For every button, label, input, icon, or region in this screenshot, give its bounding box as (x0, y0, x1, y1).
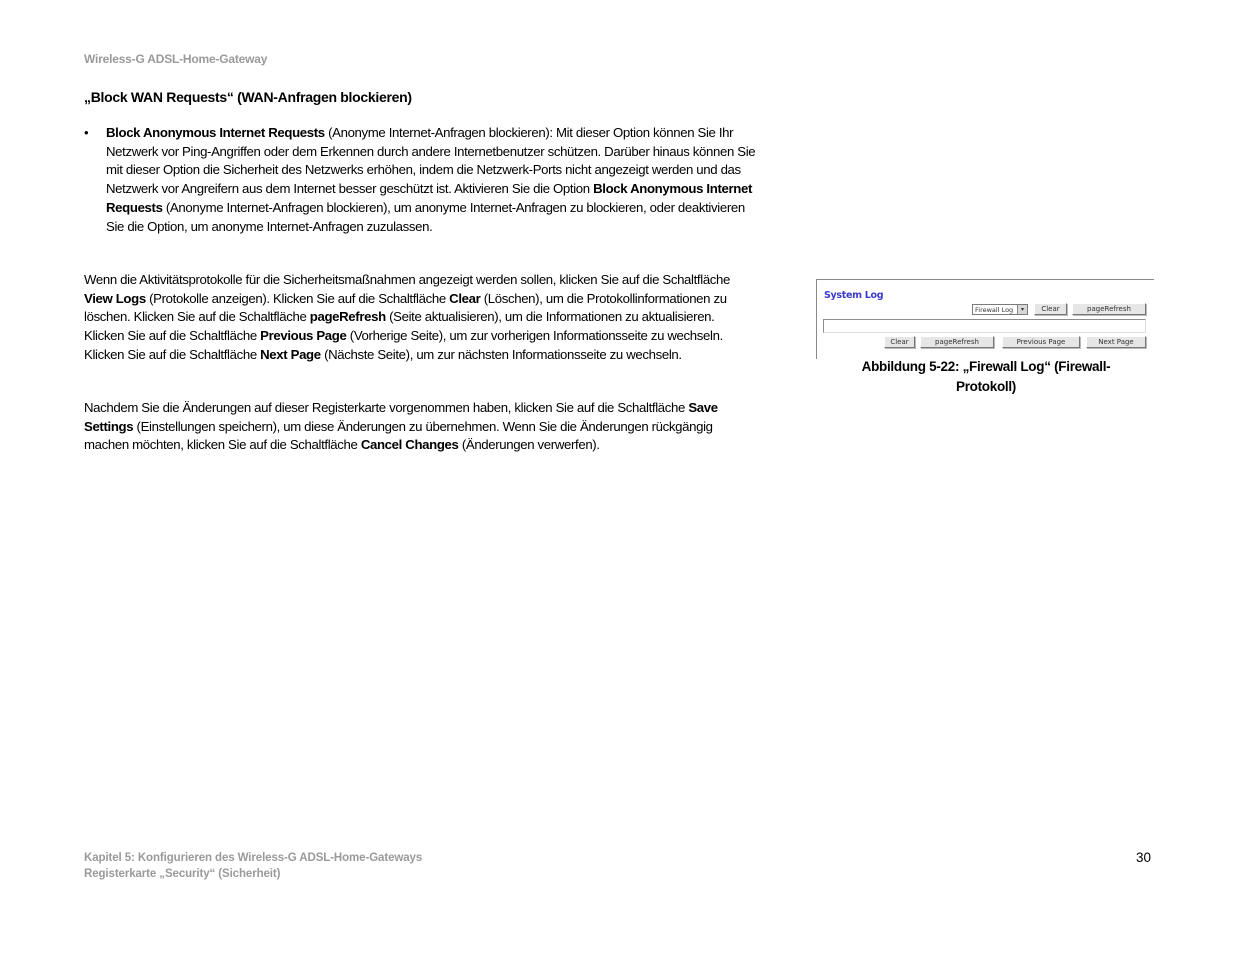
text-run: (Seite aktualisieren), um die Informationen zu aktualisieren. Klicken Sie auf die Schaltfläche (84, 309, 715, 344)
term-clear: Clear (449, 290, 481, 306)
bullet-dot: • (84, 125, 89, 140)
text-run: (Einstellungen speichern), um diese Änderungen zu übernehmen. Wenn Sie die Änderungen rückgängig machen möchten, klicken Sie auf die Schaltfläche (84, 418, 713, 453)
chevron-down-icon[interactable]: ▾ (1017, 305, 1027, 314)
text-run: (Änderungen verwerfen). (458, 437, 600, 453)
bullet-text (106, 124, 766, 236)
section-title: „Block WAN Requests“ (WAN-Anfragen blockieren) (84, 89, 412, 105)
term-pagerefresh: pageRefresh (309, 309, 386, 325)
footer-section: Registerkarte „Security“ (Sicherheit) (84, 868, 281, 880)
paragraph-view-logs (84, 271, 749, 365)
footer (84, 850, 422, 882)
term-save-settings: Save Settings (84, 400, 718, 434)
term-block-anonymous: Block Anonymous Internet Requests (106, 125, 325, 140)
page-number: 30 (1136, 850, 1152, 865)
term-next-page: Next Page (260, 346, 321, 362)
text-run: (Löschen), um die Protokollinformationen zu löschen. Klicken Sie auf die Schaltfläche (84, 290, 727, 325)
log-type-select[interactable] (972, 304, 1028, 315)
text-run: (Nächste Seite), um zur nächsten Informationsseite zu wechseln. (320, 346, 682, 362)
footer-chapter: Kapitel 5: Konfigurieren des Wireless-G ADSL-Home-Gateways (84, 852, 423, 864)
text-run: (Vorherige Seite), um zur vorherigen Informationsseite zu wechseln. Klicken Sie auf die Schaltfläche (84, 328, 723, 362)
figure-firewall-log-screenshot (816, 279, 1154, 359)
bullet-text-part: (Anonyme Internet-Anfragen blockieren): Mit dieser Option können Sie Ihr Netzwerk vor Ping-Angriffen oder dem Erkennen durch andere Internetbenutzer schützen. Darüber hinaus können Sie mit dieser Option die Sicherheit des Netzwerks erhöhen, indem die Netzwerk-Ports nicht angezeigt werden und das Netzwerk vor Angreifern aus dem Internet besser geschützt ist. Aktivieren Sie die Option (106, 125, 756, 197)
pagerefresh-button-bottom[interactable]: pageRefresh (920, 336, 994, 348)
term-cancel-changes: Cancel Changes (360, 437, 459, 453)
term-block-anonymous-2: Block Anonymous Internet Requests (106, 181, 752, 215)
system-log-title: System Log (824, 290, 884, 301)
next-page-button[interactable]: Next Page (1086, 336, 1146, 348)
pagerefresh-button-top[interactable]: pageRefresh (1072, 303, 1146, 315)
figure-caption: Abbildung 5-22: „Firewall Log“ (Firewall-Protokoll) (861, 359, 1111, 394)
bullet-text-part: (Anonyme Internet-Anfragen blockieren), um anonyme Internet-Anfragen zu blockieren, oder deaktivieren Sie die Option, um anonyme Internet-Anfragen zuzulassen. (106, 199, 745, 234)
term-previous-page: Previous Page (260, 328, 347, 344)
bullet-item-block-anonymous (84, 124, 764, 236)
clear-button-top[interactable]: Clear (1034, 303, 1067, 315)
text-run: Nachdem Sie die Änderungen auf dieser Registerkarte vorgenommen haben, klicken Sie auf die Schaltfläche (84, 400, 689, 415)
running-header: Wireless-G ADSL-Home-Gateway (84, 52, 268, 66)
text-run: (Protokolle anzeigen). Klicken Sie auf die Schaltfläche (145, 290, 450, 306)
clear-button-bottom[interactable]: Clear (884, 336, 915, 348)
log-display-area (823, 319, 1146, 333)
text-run: Wenn die Aktivitätsprotokolle für die Sicherheitsmaßnahmen angezeigt werden sollen, klicken Sie auf die Schaltfläche (84, 272, 731, 287)
previous-page-button[interactable]: Previous Page (1002, 336, 1080, 348)
log-type-select-value: Firewall Log (975, 306, 1014, 314)
term-view-logs: View Logs (84, 290, 146, 306)
paragraph-save-settings (84, 399, 749, 455)
